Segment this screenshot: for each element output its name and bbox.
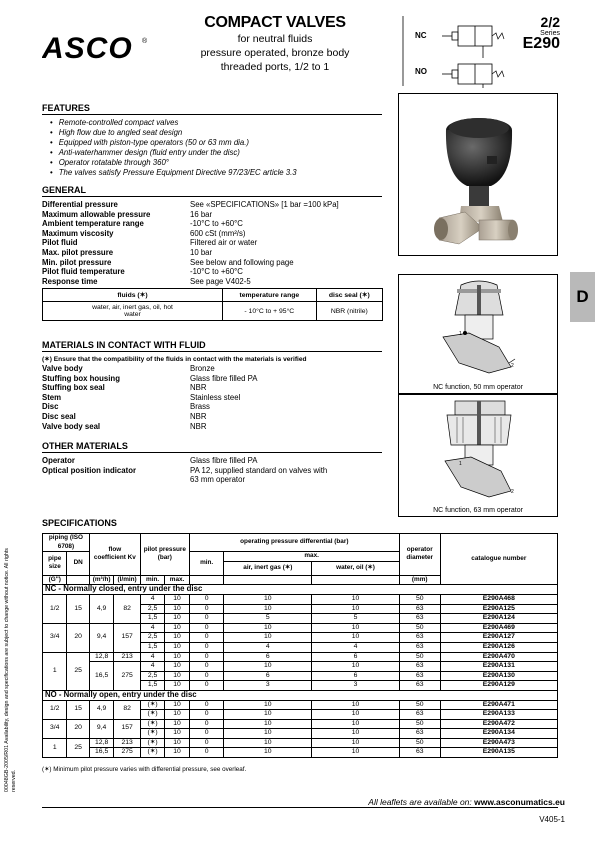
th-piping: piping (ISO 6708) (43, 534, 90, 552)
general-key: Pilot fluid temperature (42, 267, 125, 277)
feature-item: • Equipped with piston-type operators (50 or 63 mm dia.) (42, 138, 382, 148)
cell: 10 (165, 738, 189, 748)
general-value: 16 bar (190, 209, 213, 219)
spec-title: SPECIFICATIONS (42, 518, 117, 528)
series-label: Series (540, 30, 560, 37)
cell: 10 (165, 719, 189, 729)
footnote: (✶) Minimum pilot pressure varies with differential pressure, see overleaf. (42, 766, 247, 773)
general-key: Max. pilot pressure (42, 247, 114, 257)
cell: (✶) (140, 719, 164, 729)
subtitle-line-3: threaded ports, 1/2 to 1 (220, 61, 330, 73)
cell: 213 (114, 738, 141, 748)
cell: E290A126 (440, 642, 557, 652)
cell: 4 (140, 662, 164, 672)
general-value: 10 bar (190, 247, 213, 257)
cell: 2,5 (140, 633, 164, 643)
other-materials-section (42, 441, 390, 485)
cell: E290A131 (440, 662, 557, 672)
cell: 15 (67, 594, 89, 623)
cell: 4 (140, 623, 164, 633)
th-pilot: pilot pressure (bar) (140, 534, 189, 576)
caption-nc-63: NC function, 63 mm operator (433, 507, 523, 514)
feature-item: • Operator rotatable through 360° (42, 158, 382, 168)
cell: 0 (189, 614, 224, 624)
cell: 4 (312, 642, 400, 652)
cell: 0 (189, 700, 224, 710)
subtitle-line-1: for neutral fluids (237, 33, 313, 45)
cell: 4 (140, 652, 164, 662)
cell: 63 (399, 642, 440, 652)
material-key: Valve body (42, 364, 83, 373)
cell: 10 (224, 633, 312, 643)
cell: 0 (189, 748, 224, 758)
cross-section-50mm-diagram (399, 275, 557, 379)
cell: 10 (224, 748, 312, 758)
other-material-value: Glass fibre filled PA (190, 456, 258, 465)
logo-registered: ® (142, 38, 148, 45)
valve-photo-illustration (399, 94, 557, 255)
cell: 1 (43, 652, 67, 690)
cell: 10 (224, 662, 312, 672)
material-value: Brass (190, 402, 210, 412)
cell: (✶) (140, 729, 164, 739)
cell: 0 (189, 652, 224, 662)
cell: 20 (67, 623, 89, 652)
diagram-nc-50 (398, 274, 558, 394)
cell: (✶) (140, 700, 164, 710)
feature-item: • High flow due to angled seat design (42, 128, 382, 138)
cell: 16,5 (89, 662, 113, 691)
table-row (43, 623, 558, 633)
th-min: min. (189, 552, 224, 576)
th-pipe-size: pipe size (43, 552, 67, 576)
spec-table (42, 533, 558, 758)
cell: 10 (224, 623, 312, 633)
logo-text: ASCO (42, 34, 133, 62)
nc-group-title: NC - Normally closed, entry under the disc (43, 585, 558, 595)
cell: 6 (224, 652, 312, 662)
cell: 3/4 (43, 623, 67, 652)
materials-section (42, 340, 390, 431)
cell: 10 (224, 729, 312, 739)
cell: 4 (224, 642, 312, 652)
cross-section-63mm-diagram (399, 395, 557, 501)
cell: 50 (399, 700, 440, 710)
cell: 10 (165, 748, 189, 758)
general-value: -10°C to +60°C (190, 219, 243, 229)
vertical-legal-note: 00048GB-2005/R01 Availability, design and specifications are subject to change without notice. All rights reserved. (4, 548, 17, 792)
other-material-key: Operator (42, 456, 75, 465)
cell: 6 (312, 652, 400, 662)
cell: 10 (224, 604, 312, 614)
cell: 82 (114, 700, 141, 719)
cell: E290A470 (440, 652, 557, 662)
cell: 213 (114, 652, 141, 662)
th-diam: operator diameter (399, 534, 440, 576)
cell: E290A471 (440, 700, 557, 710)
other-material-value: PA 12, supplied standard on valves with 63 mm operator (190, 465, 328, 485)
general-list (42, 200, 390, 286)
no-label: NO (415, 67, 427, 76)
cell: 1/2 (43, 594, 67, 623)
cell: 10 (312, 748, 400, 758)
series-code: E290 (522, 35, 560, 52)
cell: E290A134 (440, 729, 557, 739)
svg-text:2: 2 (511, 489, 514, 495)
cell: 10 (165, 652, 189, 662)
table-row (43, 652, 558, 662)
cell: 10 (312, 738, 400, 748)
cell: 10 (224, 594, 312, 604)
spec-section-title-wrap (42, 518, 382, 529)
subtitle-line-2: pressure operated, bronze body (200, 47, 350, 59)
fluid-header: disc seal (✶) (316, 289, 382, 302)
features-title: FEATURES (42, 103, 382, 115)
asco-logo (42, 34, 150, 62)
cell: E290A133 (440, 710, 557, 720)
unit-min: min. (140, 575, 164, 585)
cell: 0 (189, 738, 224, 748)
cell: 10 (312, 633, 400, 643)
cell: 1,5 (140, 681, 164, 691)
cell: 9,4 (89, 719, 113, 738)
fluid-cell: NBR (nitrile) (316, 302, 382, 321)
website-link[interactable]: www.asconumatics.eu (474, 797, 565, 807)
cell: E290A125 (440, 604, 557, 614)
fluid-cell: - 10°C to + 95°C (223, 302, 317, 321)
cell: 10 (312, 719, 400, 729)
cell: 10 (165, 681, 189, 691)
product-photo (398, 93, 558, 256)
cell: 10 (312, 729, 400, 739)
valve-symbol-diagram (398, 14, 518, 88)
material-value: Glass fibre filled PA (190, 373, 258, 383)
cell: 1,5 (140, 642, 164, 652)
cell: 2,5 (140, 671, 164, 681)
svg-text:1: 1 (459, 331, 462, 337)
material-value: Bronze (190, 364, 215, 373)
cell: 50 (399, 594, 440, 604)
svg-text:1: 1 (459, 461, 462, 467)
svg-text:2: 2 (511, 363, 514, 369)
fluid-cell: water, air, inert gas, oil, hot water (43, 302, 223, 321)
cell: 6 (224, 671, 312, 681)
cell: 12,8 (89, 738, 113, 748)
cell: 3 (224, 681, 312, 691)
cell: 10 (312, 594, 400, 604)
no-group-title: NO - Normally open, entry under the disc (43, 690, 558, 700)
cell: 50 (399, 623, 440, 633)
cell: 1/2 (43, 700, 67, 719)
cell: 0 (189, 681, 224, 691)
general-key: Maximum viscosity (42, 228, 114, 238)
leaflets-line (368, 797, 565, 807)
cell: 10 (312, 662, 400, 672)
section-tab-d: D (570, 272, 595, 322)
cell: 10 (165, 710, 189, 720)
materials-list (42, 364, 390, 431)
th-cat: catalogue number (440, 534, 557, 585)
cell: 10 (224, 710, 312, 720)
feature-item: • Anti-waterhammer design (fluid entry under the disc) (42, 148, 382, 158)
cell: 0 (189, 623, 224, 633)
cell: 4 (140, 594, 164, 604)
cell: 0 (189, 710, 224, 720)
cell: 50 (399, 719, 440, 729)
feature-item: • The valves satisfy Pressure Equipment Directive 97/23/EC article 3.3 (42, 168, 382, 178)
general-key: Response time (42, 276, 98, 286)
cell: 63 (399, 604, 440, 614)
cell: (✶) (140, 748, 164, 758)
general-key: Maximum allowable pressure (42, 209, 151, 219)
cell: 3 (312, 681, 400, 691)
cell: 0 (189, 719, 224, 729)
cell: 6 (312, 671, 400, 681)
series-block (523, 14, 560, 53)
material-key: Valve body seal (42, 421, 101, 431)
cell: 9,4 (89, 623, 113, 652)
general-section (42, 185, 390, 286)
table-row (43, 594, 558, 604)
table-row (43, 662, 558, 672)
cell: 25 (67, 652, 89, 690)
general-value: 600 cSt (mm²/s) (190, 228, 246, 238)
cell: 25 (67, 738, 89, 757)
cell: 10 (165, 700, 189, 710)
cell: 50 (399, 652, 440, 662)
material-value: NBR (190, 421, 207, 431)
cell: 0 (189, 671, 224, 681)
features-list (42, 118, 382, 178)
cell: 0 (189, 633, 224, 643)
cell: 1 (43, 738, 67, 757)
cell: 157 (114, 623, 141, 652)
cell: 5 (224, 614, 312, 624)
cell: 0 (189, 729, 224, 739)
unit-m3h: (m³/h) (89, 575, 113, 585)
cell: 157 (114, 719, 141, 738)
cell: 82 (114, 594, 141, 623)
cell: 12,8 (89, 652, 113, 662)
cell: 3/4 (43, 719, 67, 738)
cell: 63 (399, 671, 440, 681)
cell: 0 (189, 604, 224, 614)
cell: E290A473 (440, 738, 557, 748)
cell: (✶) (140, 710, 164, 720)
cell: 10 (165, 729, 189, 739)
general-title: GENERAL (42, 185, 382, 197)
cell: E290A124 (440, 614, 557, 624)
th-max: max. (224, 552, 399, 562)
th-flow: flow coefficient Kv (89, 534, 140, 576)
ways-label: 2/2 (540, 14, 560, 30)
other-material-key: Optical position indicator (42, 465, 137, 475)
page-header (180, 14, 370, 74)
general-key: Min. pilot pressure (42, 257, 112, 267)
cell: 5 (312, 614, 400, 624)
cell: (✶) (140, 738, 164, 748)
cell: 10 (165, 662, 189, 672)
fluid-header: temperature range (223, 289, 317, 302)
cell: 10 (224, 719, 312, 729)
unit-g: (G") (43, 575, 67, 585)
material-key: Disc seal (42, 411, 76, 421)
cell: 10 (312, 604, 400, 614)
cell: E290A127 (440, 633, 557, 643)
cell: 10 (312, 710, 400, 720)
cell: 63 (399, 633, 440, 643)
cell: 10 (165, 623, 189, 633)
cell: 16,5 (89, 748, 113, 758)
page-title: COMPACT VALVES (204, 14, 346, 31)
table-row (43, 748, 558, 758)
cell: 63 (399, 681, 440, 691)
cell: 10 (165, 594, 189, 604)
material-value: NBR (190, 411, 207, 421)
diagram-nc-63 (398, 394, 558, 517)
cell: 20 (67, 719, 89, 738)
cell: 10 (312, 700, 400, 710)
th-air: air, inert gas (✶) (224, 561, 312, 575)
cell: 2,5 (140, 604, 164, 614)
general-value: See below and following page (190, 257, 294, 267)
general-value: See page V402-5 (190, 276, 251, 286)
leaflets-text: All leaflets are available on: (368, 797, 472, 807)
cell: 63 (399, 710, 440, 720)
table-row (43, 700, 558, 710)
cell: 1,5 (140, 614, 164, 624)
cell: E290A472 (440, 719, 557, 729)
general-value: -10°C to +60°C (190, 267, 243, 277)
other-materials-title: OTHER MATERIALS (42, 441, 382, 453)
caption-nc-50: NC function, 50 mm operator (433, 384, 523, 391)
materials-title: MATERIALS IN CONTACT WITH FLUID (42, 340, 382, 352)
th-oper: operating pressure differential (bar) (189, 534, 399, 552)
cell: 63 (399, 729, 440, 739)
unit-lmin: (l/min) (114, 575, 141, 585)
cell: 275 (114, 662, 141, 691)
th-dn: DN (67, 552, 89, 576)
general-value: See «SPECIFICATIONS» [1 bar =100 kPa] (190, 200, 339, 209)
unit-max: max. (165, 575, 189, 585)
th-water: water, oil (✶) (312, 561, 400, 575)
cell: 10 (224, 700, 312, 710)
cell: 10 (165, 642, 189, 652)
cell: 63 (399, 662, 440, 672)
materials-note: (✶) Ensure that the compatibility of the fluids in contact with the materials is verified (42, 356, 307, 363)
unit-mm: (mm) (399, 575, 440, 585)
material-key: Stuffing box seal (42, 383, 105, 393)
cell: 10 (224, 738, 312, 748)
material-key: Disc (42, 402, 59, 412)
nc-label: NC (415, 31, 427, 40)
cell: 10 (165, 604, 189, 614)
feature-item: • Remote-controlled compact valves (42, 118, 382, 128)
general-key: Pilot fluid (42, 238, 78, 248)
material-value: Stainless steel (190, 392, 241, 402)
page-number: V405-1 (539, 815, 565, 824)
cell: 10 (165, 614, 189, 624)
cell: 63 (399, 748, 440, 758)
fluid-header: fluids (✶) (43, 289, 223, 302)
cell: 50 (399, 738, 440, 748)
cell: E290A468 (440, 594, 557, 604)
cell: 4,9 (89, 594, 113, 623)
general-key: Differential pressure (42, 200, 118, 209)
cell: E290A130 (440, 671, 557, 681)
table-row (43, 738, 558, 748)
cell: 0 (189, 594, 224, 604)
cell: 0 (189, 642, 224, 652)
cell: E290A469 (440, 623, 557, 633)
cell: E290A135 (440, 748, 557, 758)
cell: 15 (67, 700, 89, 719)
general-key: Ambient temperature range (42, 219, 144, 229)
cell: 10 (165, 671, 189, 681)
material-value: NBR (190, 383, 207, 393)
fluid-table (42, 288, 383, 321)
cell: E290A129 (440, 681, 557, 691)
footer-divider (42, 807, 558, 808)
cell: 63 (399, 614, 440, 624)
material-key: Stuffing box housing (42, 373, 120, 383)
cell: 10 (165, 633, 189, 643)
material-key: Stem (42, 392, 62, 402)
cell: 4,9 (89, 700, 113, 719)
other-materials-list (42, 456, 390, 485)
cell: 0 (189, 662, 224, 672)
cell: 275 (114, 748, 141, 758)
cell: 10 (312, 623, 400, 633)
table-row (43, 719, 558, 729)
features-section (42, 103, 382, 178)
general-value: Filtered air or water (190, 238, 258, 248)
